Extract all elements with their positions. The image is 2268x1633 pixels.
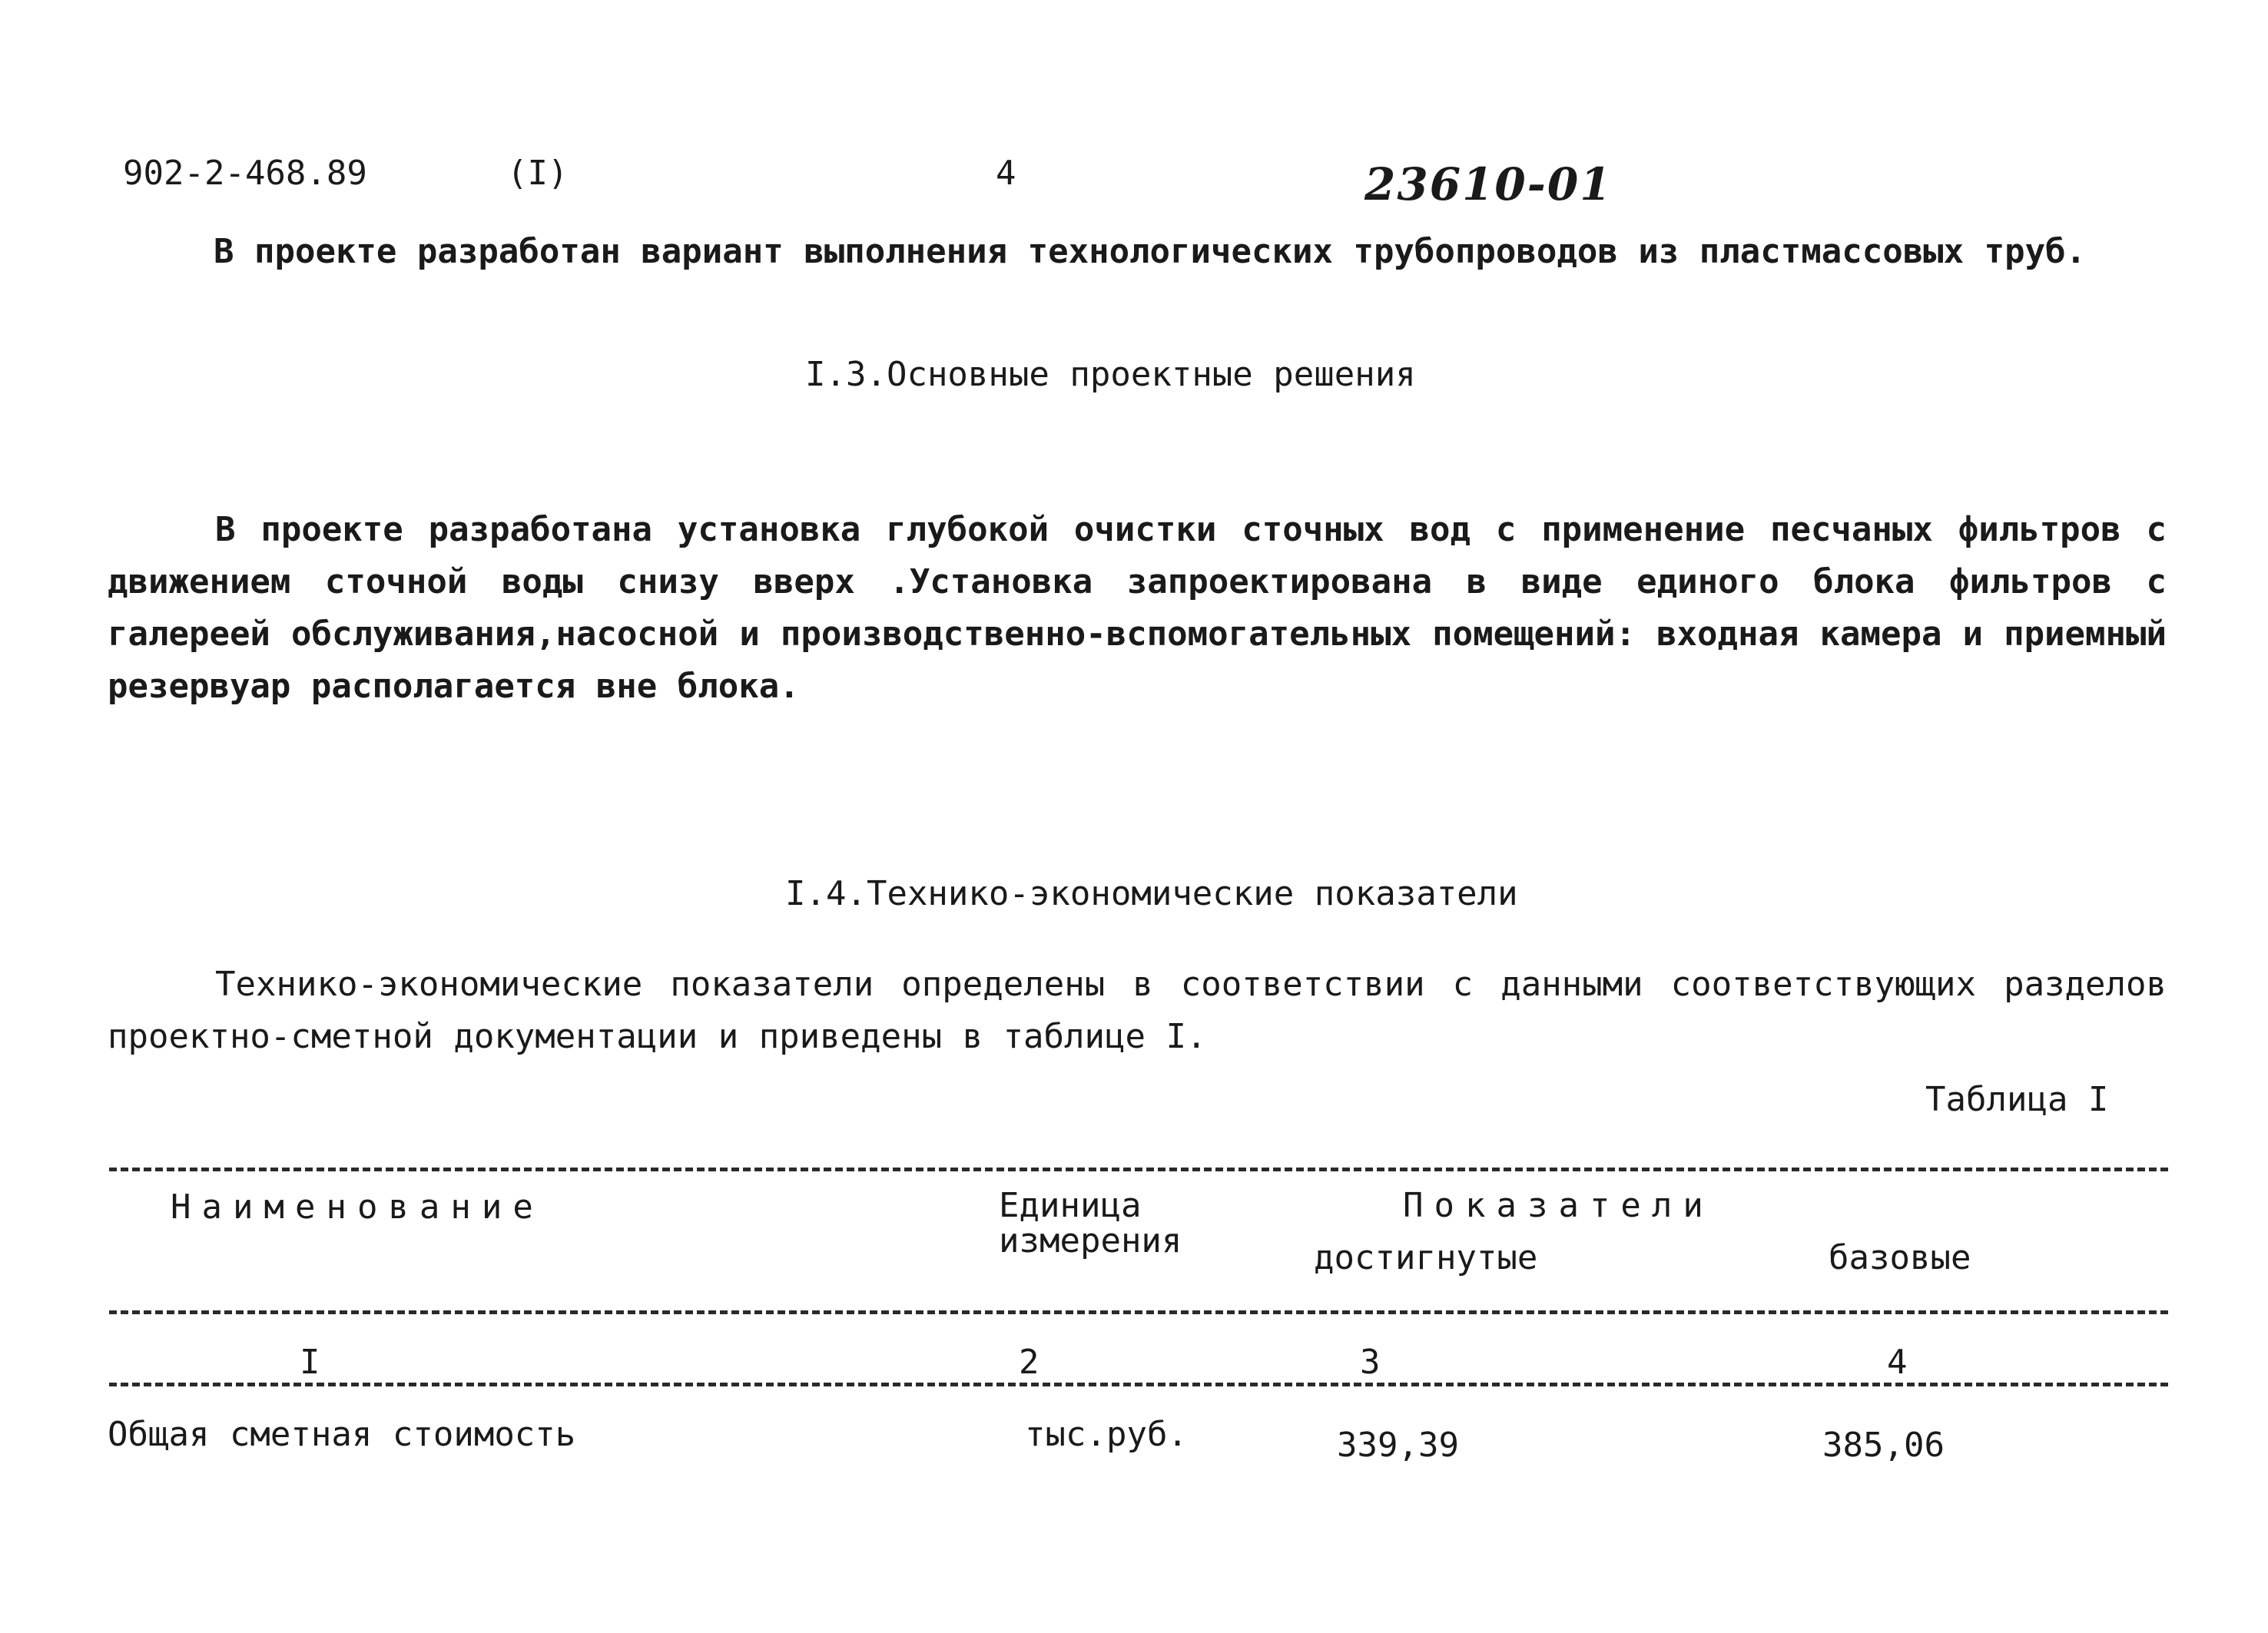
row-achieved: 339,39	[1337, 1426, 1459, 1465]
section-1-4-title: I.4.Технико-экономические показатели	[785, 874, 1518, 913]
row-base: 385,06	[1822, 1426, 1945, 1465]
table-caption: Таблица I	[1925, 1080, 2109, 1119]
section-1-4-paragraph: Технико-экономические показатели определены в соответствии с данными соответствующих разделов проектно-сметной документации и приведены в таблице I.	[108, 965, 2167, 1056]
column-number-2: 2	[1019, 1343, 1040, 1382]
column-number-4: 4	[1887, 1343, 1908, 1382]
document-code: 902-2-468.89	[123, 154, 367, 193]
header-name: Наименование	[171, 1187, 544, 1227]
table-top-rule	[109, 1168, 2168, 1171]
table-numbers-rule	[109, 1383, 2168, 1386]
header-indicators: Показатели	[1403, 1186, 1714, 1225]
row-unit: тыс.руб.	[1025, 1415, 1188, 1454]
archive-stamp: 23610-01	[1364, 158, 1613, 210]
column-number-3: 3	[1360, 1343, 1381, 1382]
section-1-3-paragraph: В проекте разработана установка глубокой очистки сточных вод с применение песчаных фильтров с движением сточной воды снизу вверх .Установка запроектирована в виде единого блока фильтров с галереей обслуживания,насосной и производственно-вспомогательных помещений: входная камера и приемный резервуар располагается вне блока.	[108, 510, 2167, 706]
column-number-1: I	[300, 1343, 320, 1382]
section-1-3-title: I.3.Основные проектные решения	[805, 355, 1416, 394]
header-achieved: достигнутые	[1314, 1238, 1538, 1277]
table-header-rule	[109, 1310, 2168, 1314]
intro-line: В проекте разработан вариант выполнения технологических трубопроводов из пластмассовых труб.	[214, 232, 2087, 271]
page-number: 4	[996, 154, 1016, 193]
document-part: (I)	[507, 154, 569, 193]
header-unit-line1: Единица	[999, 1186, 1142, 1225]
row-name: Общая сметная стоимость	[108, 1415, 576, 1454]
header-base: базовые	[1829, 1238, 1971, 1277]
header-unit-line2: измерения	[999, 1221, 1182, 1260]
